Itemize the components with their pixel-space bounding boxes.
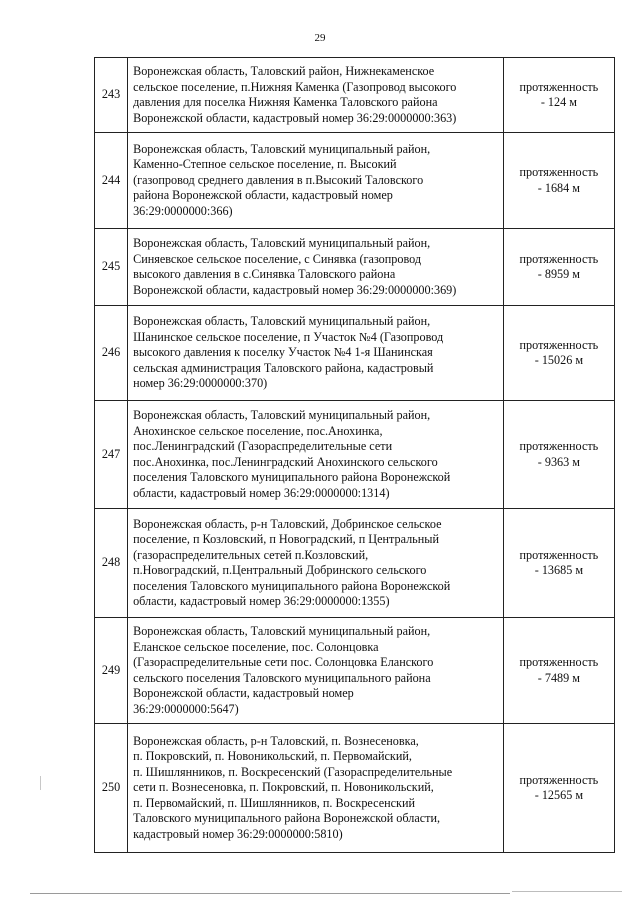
length-value: - 7489 м — [537, 670, 581, 685]
row-number: 246 — [95, 306, 128, 401]
page-bottom-rule — [30, 893, 510, 894]
table-row — [95, 509, 615, 618]
property-register-table — [94, 57, 615, 853]
length-label: протяженность — [519, 337, 599, 352]
object-length — [503, 724, 614, 853]
row-number: 243 — [95, 58, 128, 133]
table-row — [95, 618, 615, 724]
object-length — [503, 229, 614, 306]
object-length — [503, 401, 614, 509]
table-row — [95, 133, 615, 229]
object-length — [503, 509, 614, 618]
row-number: 244 — [95, 133, 128, 229]
object-length — [503, 133, 614, 229]
table-row — [95, 724, 615, 853]
page-bottom-rule-right — [512, 891, 622, 892]
length-value: - 15026 м — [534, 353, 584, 367]
row-number: 248 — [95, 509, 128, 618]
length-label: протяженность — [519, 547, 599, 562]
length-value: - 9363 м — [537, 454, 581, 469]
row-number: 245 — [95, 229, 128, 306]
length-label: протяженность — [519, 655, 599, 669]
length-value: - 1684 м — [537, 180, 581, 195]
page-number: 29 — [314, 32, 326, 44]
length-label: протяженность — [519, 79, 599, 94]
row-number: 250 — [95, 724, 128, 853]
length-value: - 8959 м — [537, 267, 581, 281]
length-value: - 12565 м — [534, 788, 584, 802]
table-row — [95, 58, 615, 133]
table-row — [95, 401, 615, 509]
object-length — [503, 618, 614, 724]
length-value: - 124 м — [540, 95, 577, 109]
length-value: - 13685 м — [534, 563, 584, 577]
object-address: Воронежская область, Таловский район, Нижнекаменское сельское поселение, п.Нижняя Каменка (Газопровод высокого давления для поселка Нижняя Каменка Таловского района Воронежской области, кадастровый номер 36:29:0000000:363) — [128, 58, 504, 133]
length-label: протяженность — [519, 439, 599, 453]
length-label: протяженность — [519, 772, 599, 787]
object-address: Воронежская область, Таловский муниципальный район, Шанинское сельское поселение, п Участок №4 (Газопровод высокого давления к поселку Участок №4 1-я Шанинская сельская администрация Таловского района, кадастровый номер 36:29:0000000:370) — [128, 306, 504, 401]
object-address: Воронежская область, Таловский муниципальный район, Еланское сельское поселение, пос. Солонцовка (Газораспределительные сети пос. Солонцовка Еланского сельского поселения Таловского муниципального района Воронежской области, кадастровый номер 36:29:0000000:5647) — [128, 618, 504, 724]
row-number: 247 — [95, 401, 128, 509]
object-address: Воронежская область, р-н Таловский, п. Вознесеновка, п. Покровский, п. Новоникольский, п. Первомайский, п. Шишлянников, п. Воскресенский (Газораспределительные сети п. Вознесеновка, п. Покровский, п. Новоникольский, п. Первомайский, п. Шишлянников, п. Воскресенский Таловского муниципального района Воронежской области, кадастровый номер 36:29:0000000:5810) — [128, 724, 504, 853]
object-address: Воронежская область, Таловский муниципальный район, Каменно-Степное сельское поселение, п. Высокий (газопровод среднего давления в п.Высокий Таловского района Воронежской области, кадастровый номер 36:29:0000000:366) — [128, 133, 504, 229]
object-address: Воронежская область, Таловский муниципальный район, Анохинское сельское поселение, пос.Анохинка, пос.Ленинградский (Газораспределительные сети пос.Анохинка, пос.Ленинградский Анохинского сельского поселения Таловского муниципального района Воронежской области, кадастровый номер 36:29:0000000:1314) — [128, 401, 504, 509]
table-row — [95, 229, 615, 306]
object-address: Воронежская область, р-н Таловский, Добринское сельское поселение, п Козловский, п Новоградский, п Центральный (газораспределительных сетей п.Козловский, п.Новоградский, п.Центральный Добринского сельского поселения Таловского муниципального района Воронежской области, кадастровый номер 36:29:0000000:1355) — [128, 509, 504, 618]
object-length — [503, 306, 614, 401]
table-row — [95, 306, 615, 401]
object-address: Воронежская область, Таловский муниципальный район, Синяевское сельское поселение, с Синявка (газопровод высокого давления в с.Синявка Таловского района Воронежской области, кадастровый номер 36:29:0000000:369) — [128, 229, 504, 306]
scan-artifact — [40, 776, 41, 790]
length-label: протяженность — [519, 165, 599, 179]
row-number: 249 — [95, 618, 128, 724]
object-length — [503, 58, 614, 133]
length-label: протяженность — [519, 251, 599, 266]
